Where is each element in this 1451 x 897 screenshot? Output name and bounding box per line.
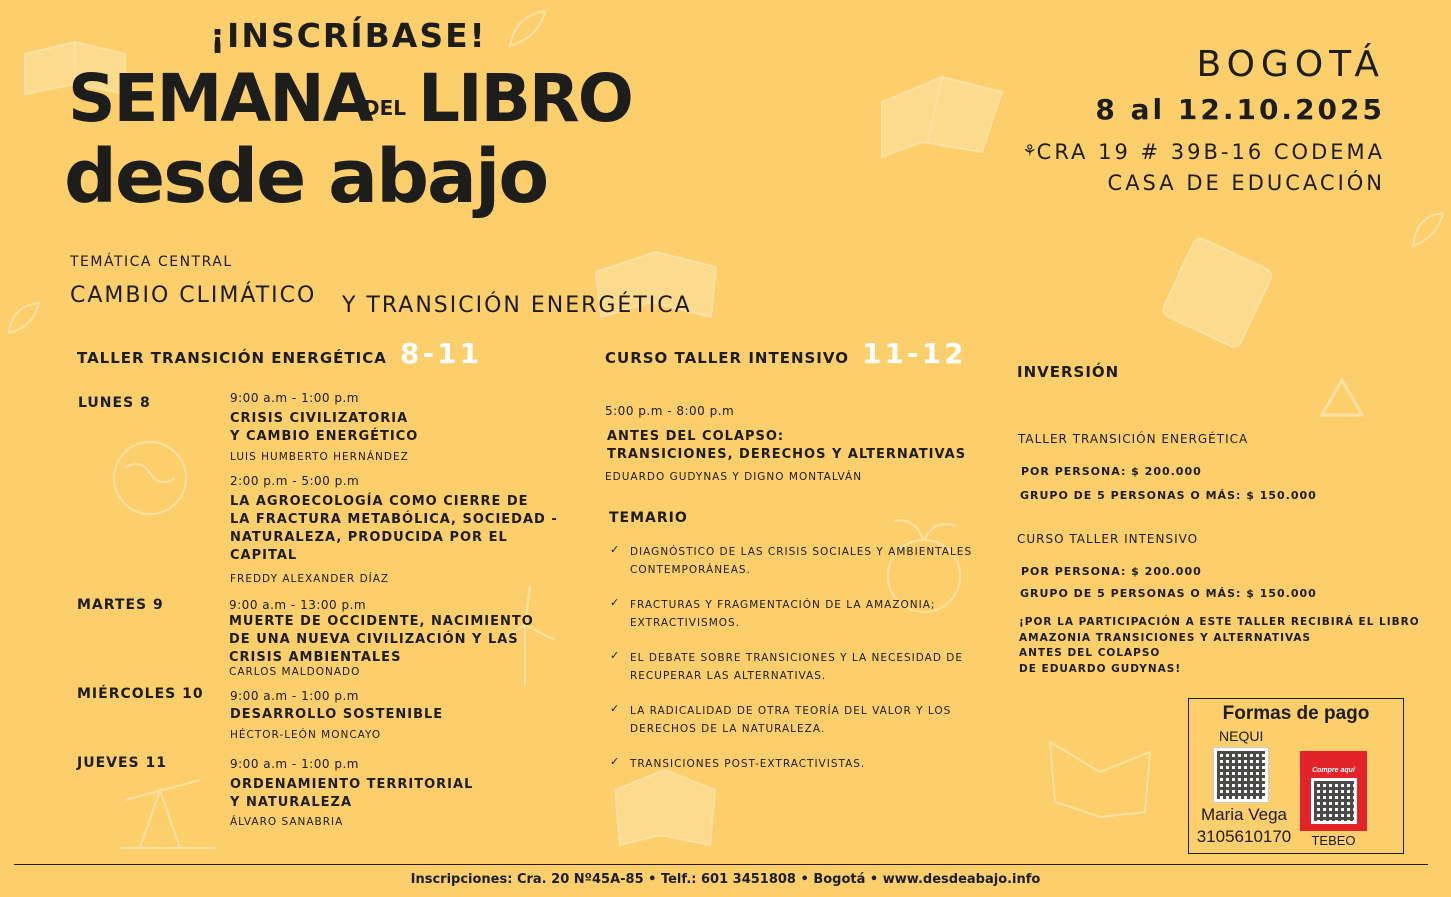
curso-title: CURSO TALLER INTENSIVO [605,349,849,367]
session-title-line: MUERTE DE OCCIDENTE, NACIMIENTO [229,614,534,629]
session-time: 9:00 a.m - 13:00 p.m [229,598,367,612]
closed-book-illustration [1155,230,1280,355]
session-title-line: DE UNA NUEVA CIVILIZACIÓN Y LAS [229,632,519,647]
session-time: 9:00 a.m - 1:00 p.m [230,689,359,703]
temario-line: RECUPERAR LAS ALTERNATIVAS. [630,670,827,682]
session-title-line: DESARROLLO SOSTENIBLE [230,707,444,722]
session-title [230,706,443,724]
qr-pattern [1314,781,1354,821]
open-book-illustration-bottom-right [1045,722,1155,822]
event-dates: 8 al 12.10.2025 [1095,93,1385,126]
session-speaker: LUIS HUMBERTO HERNÁNDEZ [230,451,409,463]
theme-line-1: CAMBIO CLIMÁTICO [70,283,317,308]
check-icon: ✓ [610,596,620,609]
session-title-line: CRISIS CIVILIZATORIA [230,411,409,426]
session-title-line: LA AGROECOLOGÍA COMO CIERRE DE [230,494,529,509]
tebeo-badge-text: Compre aquí [1312,767,1355,774]
book-illustration-top [872,62,1012,162]
check-icon: ✓ [610,755,620,768]
temario-item [610,543,990,579]
book-illustration-bottom-center [610,760,720,850]
session-title-line: Y NATURALEZA [230,795,353,810]
temario-line: CONTEMPORÁNEAS. [630,564,751,576]
temario-line: EL DEBATE SOBRE TRANSICIONES Y LA NECESIDAD DE [630,652,963,664]
inversion-note [1019,615,1420,677]
title-semana: SEMANA [68,60,372,137]
session-title-line: CAPITAL [230,548,298,563]
location-pin-icon: ⚘︎ [1022,141,1037,160]
leaf-icon-left [4,298,44,338]
theme-line-2: Y TRANSICIÓN ENERGÉTICA [342,293,692,318]
check-icon: ✓ [610,649,620,662]
title-del: DEL [363,96,407,120]
inversion-taller-grupo: GRUPO DE 5 PERSONAS O MÁS: $ 150.000 [1020,489,1317,502]
oil-pump-illustration [110,770,225,850]
event-address [1022,140,1385,164]
temario-line: DERECHOS DE LA NATURALEZA. [630,723,826,735]
session-title [230,776,473,812]
title-libro: LIBRO [418,60,632,137]
session-title-line: NATURALEZA, PRODUCIDA POR EL [230,530,508,545]
tebeo-badge[interactable] [1300,751,1367,831]
session-title [229,613,534,667]
inversion-taller-persona: POR PERSONA: $ 200.000 [1021,465,1202,478]
temario-item [610,702,990,738]
inversion-note-line: AMAZONIA TRANSICIONES Y ALTERNATIVAS [1019,631,1312,644]
session-title [230,410,418,446]
day-label: LUNES 8 [78,395,151,411]
temario-label: TEMARIO [609,510,688,526]
taller-range: 8-11 [400,337,483,370]
inversion-note-line: DE EDUARDO GUDYNAS! [1019,662,1182,675]
temario-line: EXTRACTIVISMOS. [630,617,741,629]
inversion-taller-label: TALLER TRANSICIÓN ENERGÉTICA [1018,432,1249,446]
footer-contact: Inscripciones: Cra. 20 Nº45A-85 • Telf.: 601 3451808 • Bogotá • www.desdeabajo.info [410,872,1041,887]
session-title [230,493,558,565]
day-label: MIÉRCOLES 10 [77,686,204,702]
session-speaker: HÉCTOR-LEÓN MONCAYO [230,729,382,741]
session-title-line: ORDENAMIENTO TERRITORIAL [230,777,474,792]
qr-pattern [1217,751,1265,799]
leaf-icon-right [1408,208,1448,250]
inversion-title: INVERSIÓN [1017,363,1120,381]
curso-title-line: TRANSICIONES, DERECHOS Y ALTERNATIVAS [607,447,967,462]
check-icon: ✓ [610,702,620,715]
temario-item [610,649,990,685]
curso-range: 11-12 [862,337,967,370]
payment-title: Formas de pago [1222,703,1370,724]
recycle-icon [1312,375,1372,430]
temario-line: FRACTURAS Y FRAGMENTACIÓN DE LA AMAZONIA; [630,599,936,611]
check-icon: ✓ [610,543,620,556]
payment-box [1188,698,1404,854]
theme-label: TEMÁTICA CENTRAL [70,254,233,270]
title-desde-abajo: desde abajo [64,134,548,220]
session-speaker: ÁLVARO SANABRIA [230,816,344,828]
tebeo-label: TEBEO [1311,833,1356,848]
curso-title-line: ANTES DEL COLAPSO: [607,429,785,444]
nequi-qr-code[interactable] [1213,747,1269,803]
inversion-note-line: ANTES DEL COLAPSO [1019,647,1161,659]
leaf-icon-top [505,6,555,51]
curso-speakers: EDUARDO GUDYNAS Y DIGNO MONTALVÁN [605,471,863,483]
curso-time: 5:00 p.m - 8:00 p.m [605,404,735,418]
taller-title: TALLER TRANSICIÓN ENERGÉTICA [77,349,387,367]
event-city: BOGOTÁ [1196,44,1385,85]
globe-illustration [110,438,190,518]
address-text: CRA 19 # 39B-16 CODEMA [1036,140,1385,164]
session-title-line: CRISIS AMBIENTALES [229,650,402,665]
footer-divider [14,864,1428,865]
inversion-curso-grupo: GRUPO DE 5 PERSONAS O MÁS: $ 150.000 [1020,587,1317,600]
event-venue: CASA DE EDUCACIÓN [1107,171,1385,195]
temario-item [610,596,990,632]
inversion-curso-label: CURSO TALLER INTENSIVO [1017,532,1199,546]
tebeo-qr-code[interactable] [1311,778,1357,824]
session-title-line: LA FRACTURA METABÓLICA, SOCIEDAD - [230,512,558,527]
cta-heading: ¡INSCRÍBASE! [210,16,487,55]
inversion-note-line: ¡POR LA PARTICIPACIÓN A ESTE TALLER RECIBIRÁ EL LIBRO [1019,616,1420,628]
temario-line: DIAGNÓSTICO DE LAS CRISIS SOCIALES Y AMBIENTALES [630,546,973,558]
session-time: 9:00 a.m - 1:00 p.m [230,757,359,771]
nequi-name: Maria Vega [1201,805,1287,824]
session-speaker: FREDDY ALEXANDER DÍAZ [230,573,390,585]
temario-line: TRANSICIONES POST-EXTRACTIVISTAS. [630,758,866,770]
nequi-label: NEQUI [1219,728,1264,744]
temario-item [610,755,990,773]
nequi-phone: 3105610170 [1196,827,1292,846]
temario-line: LA RADICALIDAD DE OTRA TEORÍA DEL VALOR Y LOS [630,705,952,717]
session-speaker: CARLOS MALDONADO [229,666,361,678]
curso-session-title [607,428,966,464]
session-time: 9:00 a.m - 1:00 p.m [230,391,359,405]
day-label: MARTES 9 [77,597,164,613]
day-label: JUEVES 11 [77,755,167,771]
inversion-curso-persona: POR PERSONA: $ 200.000 [1021,565,1202,578]
session-title-line: Y CAMBIO ENERGÉTICO [230,429,419,444]
session-time: 2:00 p.m - 5:00 p.m [230,474,360,488]
